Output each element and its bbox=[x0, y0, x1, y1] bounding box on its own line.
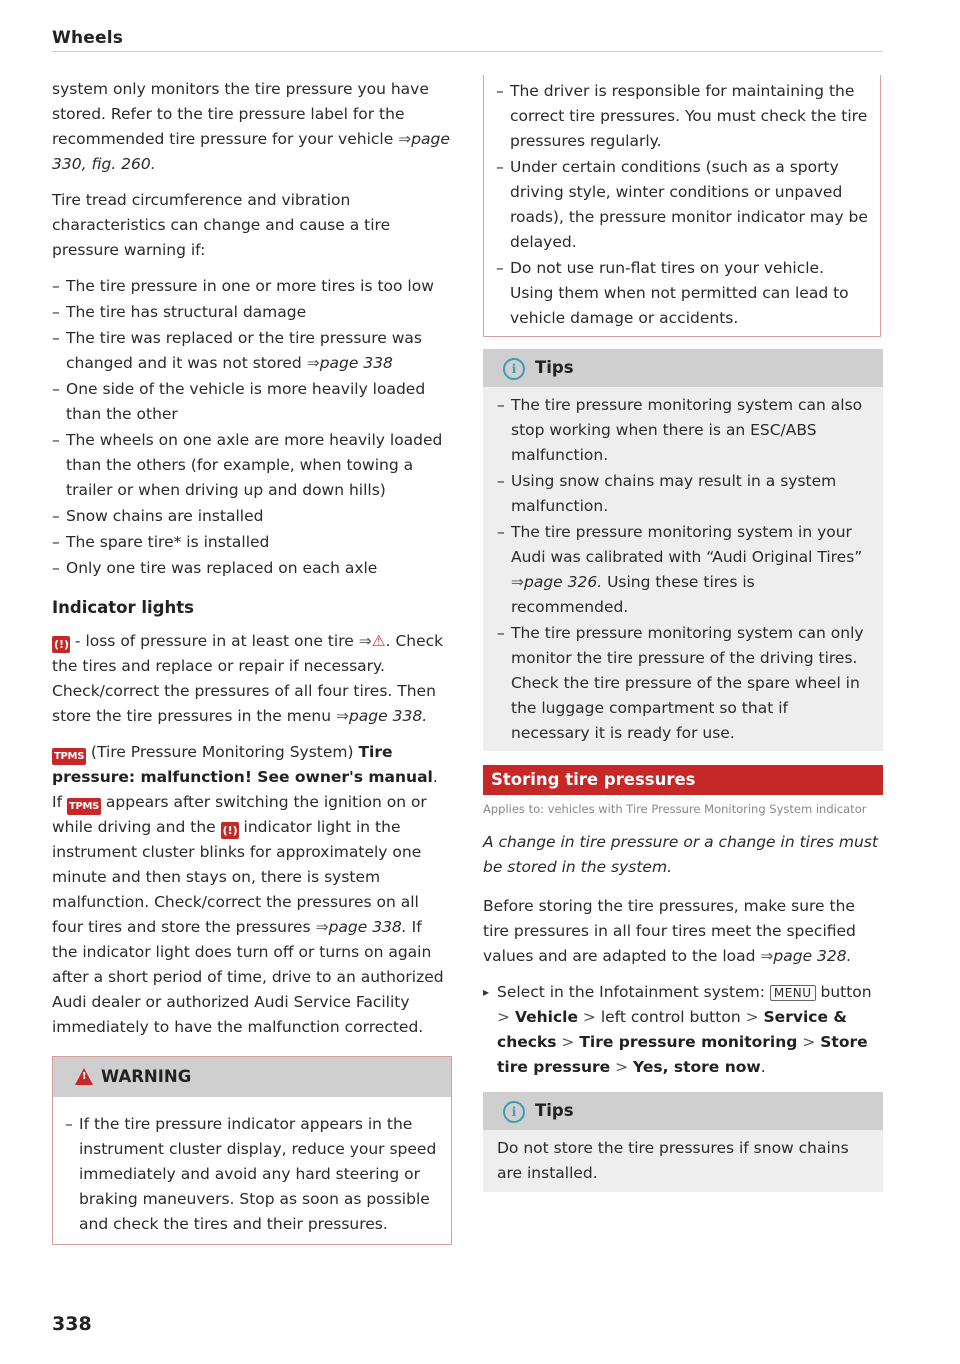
tips-box bbox=[483, 349, 883, 751]
page-ref-arrow-icon: ⇒ bbox=[358, 632, 372, 650]
page-ref-link[interactable]: page 326. bbox=[524, 573, 603, 591]
chevron-right-icon: > bbox=[582, 1008, 596, 1026]
chevron-right-icon: > bbox=[615, 1058, 629, 1076]
info-icon: i bbox=[503, 1101, 525, 1123]
before-paragraph: Before storing the tire pressures, make sure the tire pressures in all four tires meet the specified values and are adapted to the load ⇒page 328. bbox=[483, 897, 856, 965]
chevron-right-icon: > bbox=[561, 1033, 575, 1051]
tips-title: Tips bbox=[535, 1101, 574, 1120]
procedure-step: ▸ Select in the Infotainment system: MENU button > Vehicle > left control button > Service & checks > Tire pressure monitoring > Store tire pressure > Yes, store now. bbox=[483, 980, 883, 1080]
page-ref-link[interactable]: page 330, fig. 260. bbox=[52, 130, 450, 173]
list-item: – The tire has structural damage bbox=[52, 300, 452, 325]
page-ref-link[interactable]: page 338. bbox=[348, 707, 428, 725]
right-column bbox=[483, 77, 883, 1192]
list-item: – The tire pressure monitoring system in your Audi was calibrated with “Audi Original Tires” ⇒page 326. Using these tires is recommended. bbox=[497, 520, 869, 620]
warning-title: WARNING bbox=[101, 1067, 192, 1086]
list-item: – The driver is responsible for maintaining the correct tire pressures. You must check the tire pressures regularly. bbox=[496, 79, 868, 154]
indicator-paragraph-2: TPMS (Tire Pressure Monitoring System) Tire pressure: malfunction! See owner's manual. If TPMS appears after switching the ignition on or while driving and the (!) indicator light in the instrument cluster blinks for approximately one minute and then stays on, there is system malfunction. Check/correct the pressures on all four tires and store the pressures ⇒page 338. If the indicator light does turn off or turns on again after a short period of time, drive to an authorized Audi dealer or authorized Audi Service Facility immediately to have the malfunction corrected. bbox=[52, 743, 444, 1036]
tire-pressure-warning-icon: (!) bbox=[222, 824, 238, 837]
page-ref-arrow-icon: ⇒ bbox=[760, 947, 774, 965]
page-ref-link[interactable]: page 338 bbox=[319, 354, 393, 372]
warning-header bbox=[53, 1057, 451, 1097]
chevron-right-icon: > bbox=[745, 1008, 759, 1026]
warning-body bbox=[53, 1097, 451, 1244]
list-item: – Do not use run-flat tires on your vehicle. Using them when not permitted can lead to vehicle damage or accidents. bbox=[496, 256, 868, 331]
tips-text: Do not store the tire pressures if snow chains are installed. bbox=[497, 1139, 849, 1182]
list-item: – The tire pressure in one or more tires is too low bbox=[52, 274, 452, 299]
tire-pressure-warning-icon: (!) bbox=[54, 638, 70, 651]
tips-body bbox=[483, 387, 883, 751]
intro-text: system only monitors the tire pressure you have stored. Refer to the tire pressure label for the recommended tire pressure for your vehicle bbox=[52, 80, 429, 148]
indicator-lights-heading: Indicator lights bbox=[52, 598, 194, 617]
chevron-right-icon: > bbox=[497, 1008, 510, 1026]
list-item: – The tire pressure monitoring system can only monitor the tire pressure of the driving tires. Check the tire pressure of the spare wheel in the luggage compartment so that if necessary it is ready for use. bbox=[497, 621, 869, 746]
causes-list bbox=[52, 274, 452, 581]
page-ref-link[interactable]: page 338. bbox=[328, 918, 407, 936]
chevron-right-icon: > bbox=[802, 1033, 816, 1051]
tpms-icon: TPMS bbox=[52, 748, 86, 765]
warning-triangle-icon: ⚠ bbox=[371, 632, 386, 650]
left-column bbox=[52, 77, 452, 1245]
page-ref-arrow-icon: ⇒ bbox=[511, 573, 524, 591]
indicator-paragraph-1: (!) - loss of pressure in at least one tire ⇒⚠. Check the tires and replace or repair if necessary. Check/correct the pressures of all four tires. Then store the tire pressures in the menu ⇒page 338. bbox=[52, 632, 444, 725]
list-item: – One side of the vehicle is more heavily loaded than the other bbox=[52, 377, 452, 427]
info-icon: i bbox=[503, 358, 525, 380]
tips-header bbox=[483, 1092, 883, 1130]
tips-box bbox=[483, 1092, 883, 1192]
list-item: – The tire pressure monitoring system can also stop working when there is an ESC/ABS malfunction. bbox=[497, 393, 869, 468]
page-ref-link[interactable]: page 328. bbox=[773, 947, 852, 965]
causes-intro: Tire tread circumference and vibration characteristics can change and cause a tire pressure warning if: bbox=[52, 191, 391, 259]
list-item: – The wheels on one axle are more heavily loaded than the others (for example, when towing a trailer or when driving up and down hills) bbox=[52, 428, 452, 503]
intro-paragraph bbox=[52, 77, 452, 177]
page-ref-arrow-icon: ⇒ bbox=[398, 130, 412, 148]
section-intro: A change in tire pressure or a change in tires must be stored in the system. bbox=[483, 833, 878, 876]
list-item: – Snow chains are installed bbox=[52, 504, 452, 529]
warning-box bbox=[52, 1056, 452, 1245]
list-item: – Under certain conditions (such as a sporty driving style, winter conditions or unpaved roads), the pressure monitor indicator may be delayed. bbox=[496, 155, 868, 255]
page-ref-arrow-icon: ⇒ bbox=[335, 707, 349, 725]
applies-to: Applies to: vehicles with Tire Pressure Monitoring System indicator bbox=[483, 802, 867, 816]
page-ref-arrow-icon: ⇒ bbox=[306, 354, 320, 372]
tpms-icon: TPMS bbox=[67, 798, 101, 815]
header-divider bbox=[52, 51, 882, 52]
warning-triangle-icon: ! bbox=[75, 1068, 93, 1085]
tips-body bbox=[483, 1130, 883, 1192]
list-item: – If the tire pressure indicator appears in the instrument cluster display, reduce your speed immediately and avoid any hard steering or braking maneuvers. Stop as soon as possible and check the tires and their pressures. bbox=[65, 1112, 439, 1237]
warning-list bbox=[496, 79, 868, 331]
page-number: 338 bbox=[52, 1313, 92, 1335]
storing-heading: Storing tire pressures bbox=[483, 765, 883, 795]
page-ref-arrow-icon: ⇒ bbox=[315, 918, 329, 936]
tips-header bbox=[483, 349, 883, 387]
section-title: Wheels bbox=[52, 28, 124, 48]
tips-list bbox=[497, 393, 869, 746]
list-item: – Using snow chains may result in a system malfunction. bbox=[497, 469, 869, 519]
list-item: – The spare tire* is installed bbox=[52, 530, 452, 555]
list-item: – Only one tire was replaced on each axle bbox=[52, 556, 452, 581]
warning-list bbox=[65, 1112, 439, 1237]
tips-title: Tips bbox=[535, 358, 574, 377]
warning-box-continued bbox=[483, 75, 881, 337]
list-item: – The tire was replaced or the tire pressure was changed and it was not stored ⇒page 338 bbox=[52, 326, 452, 376]
menu-button: MENU bbox=[770, 985, 816, 1001]
